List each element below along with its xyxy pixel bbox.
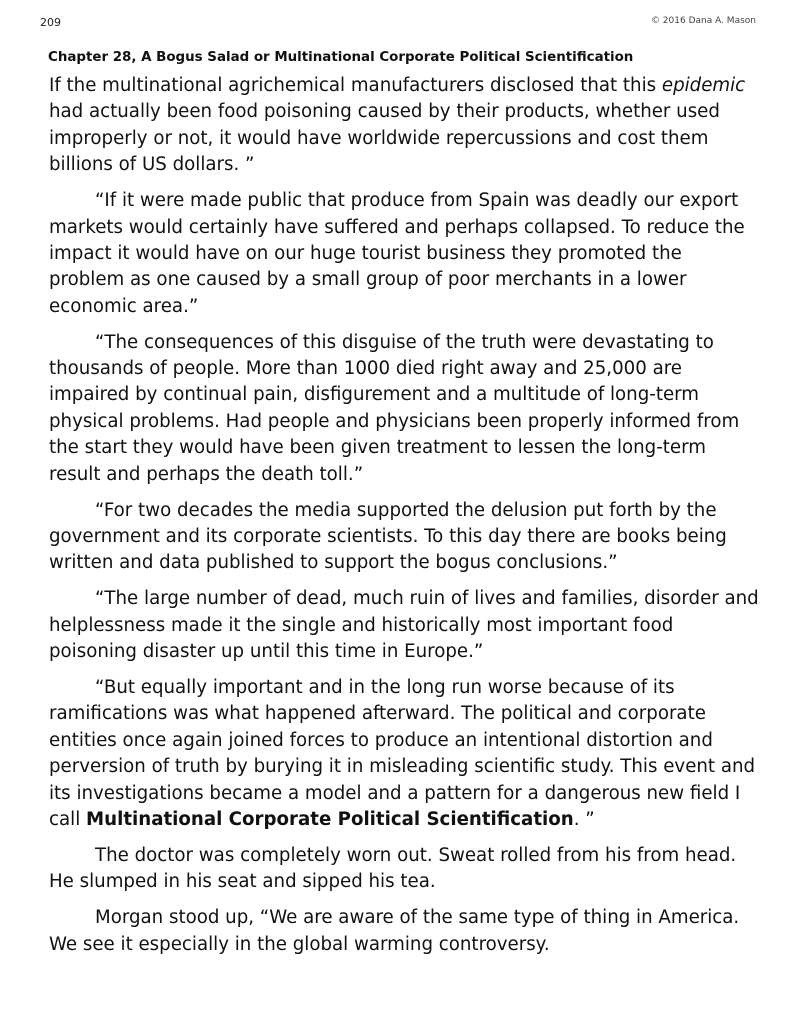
- paragraph-2: “If it were made public that produce from Spain was deadly our export markets would certainly have suffered and perhaps collapsed. To reduce the impact it would have on our huge tourist business they promoted the problem as one caused by a small group of poor merchants in a lower economic area.”: [49, 190, 745, 317]
- paragraph-7: The doctor was completely worn out. Sweat rolled from his from head. He slumped in his seat and sipped his tea.: [49, 844, 737, 893]
- body-text: [49, 73, 759, 968]
- paragraph-1-text-c: had actually been food poisoning caused by their products, whether used improperly or not, it would have worldwide repercussions and cost them billions of US dollars. ”: [49, 101, 720, 176]
- paragraph-1-text-a: If the multinational agrichemical manufacturers disclosed that this: [49, 75, 662, 96]
- paragraph-6: [49, 675, 759, 833]
- paragraph-6-text-a: “But equally important and in the long run worse because of its ramifications was what happened afterward. The political and corporate entities once again joined forces to produce an intentional distortion and perversion of truth by burying it in misleading scientific study. This event and its investigations became a model and a pattern for a dangerous new field I call: [49, 677, 756, 831]
- chapter-title: Chapter 28, A Bogus Salad or Multinational Corporate Political Scientification: [48, 50, 634, 65]
- page-number: 209: [40, 16, 61, 29]
- copyright-notice: © 2016 Dana A. Mason: [650, 16, 756, 26]
- paragraph-1-emphasis: epidemic: [661, 75, 746, 96]
- paragraph-5: “The large number of dead, much ruin of lives and families, disorder and helplessness made it the single and historically most important food poisoning disaster up until this time in Europe.”: [49, 588, 759, 663]
- paragraph-6-bold-term: Multinational Corporate Political Scientification: [86, 809, 574, 831]
- paragraph-3: “The consequences of this disguise of the truth were devastating to thousands of people. More than 1000 died right away and 25,000 are impaired by continual pain, disfigurement and a multitude of long-term physical problems. Had people and physicians been properly informed from the start they would have been given treatment to lessen the long-term result and perhaps the death toll.”: [49, 331, 740, 485]
- paragraph-6-text-c: . ”: [573, 809, 595, 831]
- paragraph-8: Morgan stood up, “We are aware of the same type of thing in America. We see it especially in the global warming controversy.: [49, 907, 740, 955]
- paragraph-1: [49, 73, 759, 179]
- paragraph-4: “For two decades the media supported the delusion put forth by the government and its corporate scientists. To this day there are books being written and data published to support the bogus conclusions.”: [49, 499, 727, 574]
